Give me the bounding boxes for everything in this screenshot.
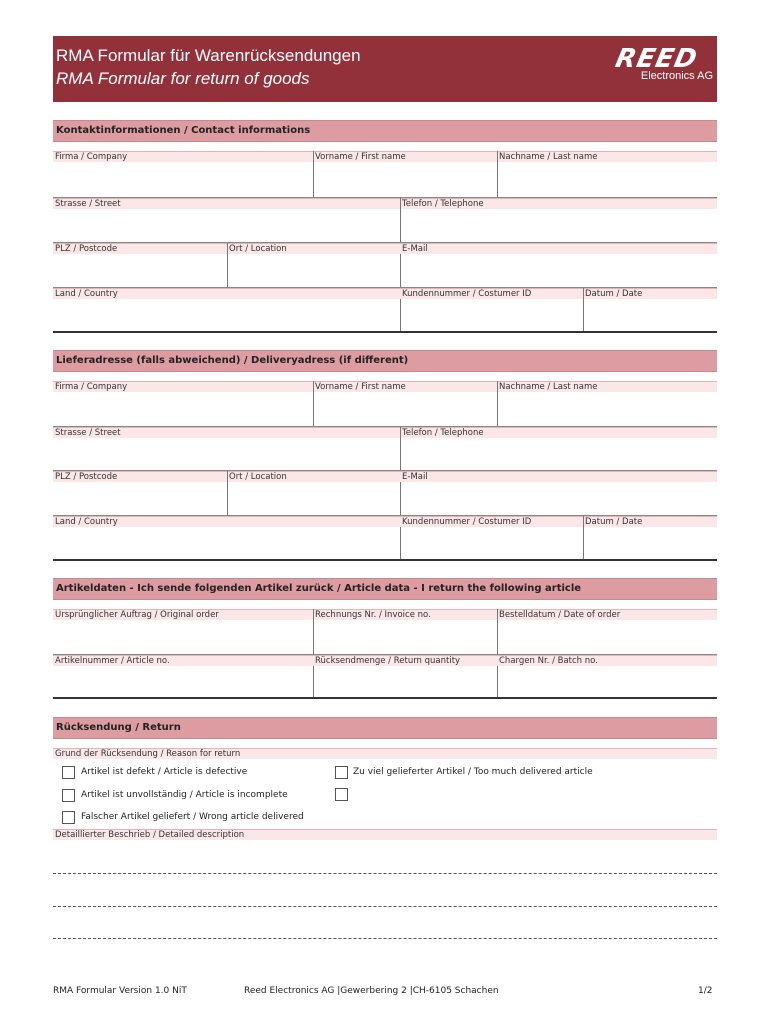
- delivery-firstname-label: Vorname / First name: [313, 381, 497, 392]
- contact-company-label: Firma / Company: [53, 151, 313, 162]
- section-end-line: [53, 331, 717, 333]
- contact-street-label: Strasse / Street: [53, 198, 400, 209]
- defective-option-label: Artikel ist defekt / Article is defective: [81, 767, 248, 777]
- form-header: [53, 36, 717, 102]
- contact-date-label: Datum / Date: [583, 288, 717, 299]
- footer-page-number: 1/2: [698, 986, 713, 996]
- contact-lastname-label: Nachname / Last name: [497, 151, 717, 162]
- wrong-article-option-label: Falscher Artikel geliefert / Wrong article delivered: [81, 812, 304, 822]
- delivery-section-heading: Lieferadresse (falls abweichend) / Deliveryadress (if different): [53, 350, 717, 372]
- incomplete-option-label: Artikel ist unvollständig / Article is incomplete: [81, 790, 288, 800]
- contact-customer-id-label: Kundennummer / Costumer ID: [400, 288, 583, 299]
- form-title-english: RMA Formular for return of goods: [56, 69, 310, 88]
- invoice-no-label: Rechnungs Nr. / Invoice no.: [313, 609, 497, 620]
- delivery-country-label: Land / Country: [53, 516, 400, 527]
- delivery-street-label: Strasse / Street: [53, 427, 400, 438]
- description-line-2[interactable]: [53, 906, 717, 907]
- contact-postcode-label: PLZ / Postcode: [53, 243, 227, 254]
- divider: [227, 471, 228, 515]
- divider: [227, 243, 228, 287]
- too-much-delivered-checkbox[interactable]: [335, 766, 348, 779]
- delivery-location-label: Ort / Location: [227, 471, 400, 482]
- other-reason-checkbox[interactable]: [335, 788, 348, 801]
- delivery-customer-id-label: Kundennummer / Costumer ID: [400, 516, 583, 527]
- section-end-line: [53, 559, 717, 561]
- wrong-article-checkbox[interactable]: [62, 811, 75, 824]
- batch-no-label: Chargen Nr. / Batch no.: [497, 655, 717, 666]
- delivery-phone-label: Telefon / Telephone: [400, 427, 717, 438]
- contact-phone-label: Telefon / Telephone: [400, 198, 717, 209]
- description-label: Detaillierter Beschrieb / Detailed description: [53, 829, 717, 840]
- divider: [583, 288, 584, 332]
- description-line-1[interactable]: [53, 873, 717, 874]
- section-end-line: [53, 697, 717, 699]
- defective-checkbox[interactable]: [62, 766, 75, 779]
- divider: [313, 151, 314, 197]
- footer-version: RMA Formular Version 1.0 NiT: [53, 986, 187, 996]
- logo-brand: REED: [612, 44, 701, 74]
- return-section-heading: Rücksendung / Return: [53, 717, 717, 739]
- divider: [400, 427, 401, 560]
- contact-location-label: Ort / Location: [227, 243, 400, 254]
- delivery-email-label: E-Mail: [400, 471, 717, 482]
- delivery-lastname-label: Nachname / Last name: [497, 381, 717, 392]
- delivery-company-label: Firma / Company: [53, 381, 313, 392]
- return-qty-label: Rücksendmenge / Return quantity: [313, 655, 497, 666]
- order-date-label: Bestelldatum / Date of order: [497, 609, 717, 620]
- reason-label: Grund der Rücksendung / Reason for return: [53, 748, 717, 759]
- original-order-label: Ursprünglicher Auftrag / Original order: [53, 609, 313, 620]
- divider: [497, 381, 498, 426]
- contact-country-label: Land / Country: [53, 288, 400, 299]
- reed-logo: [591, 44, 713, 88]
- form-title-german: RMA Formular für Warenrücksendungen: [56, 46, 361, 65]
- too-much-delivered-option-label: Zu viel gelieferter Artikel / Too much delivered article: [353, 767, 593, 777]
- delivery-postcode-label: PLZ / Postcode: [53, 471, 227, 482]
- divider: [400, 198, 401, 332]
- contact-firstname-label: Vorname / First name: [313, 151, 497, 162]
- logo-subtitle: Electronics AG: [640, 70, 713, 82]
- divider: [583, 516, 584, 560]
- delivery-date-label: Datum / Date: [583, 516, 717, 527]
- contact-email-label: E-Mail: [400, 243, 717, 254]
- divider: [497, 151, 498, 197]
- article-section-heading: Artikeldaten - Ich sende folgenden Artikel zurück / Article data - I return the following article: [53, 578, 717, 600]
- description-line-3[interactable]: [53, 938, 717, 939]
- article-no-label: Artikelnummer / Article no.: [53, 655, 313, 666]
- contact-section-heading: Kontaktinformationen / Contact informations: [53, 120, 717, 142]
- incomplete-checkbox[interactable]: [62, 789, 75, 802]
- footer-address: Reed Electronics AG |Gewerbering 2 |CH-6105 Schachen: [244, 986, 499, 996]
- divider: [313, 381, 314, 426]
